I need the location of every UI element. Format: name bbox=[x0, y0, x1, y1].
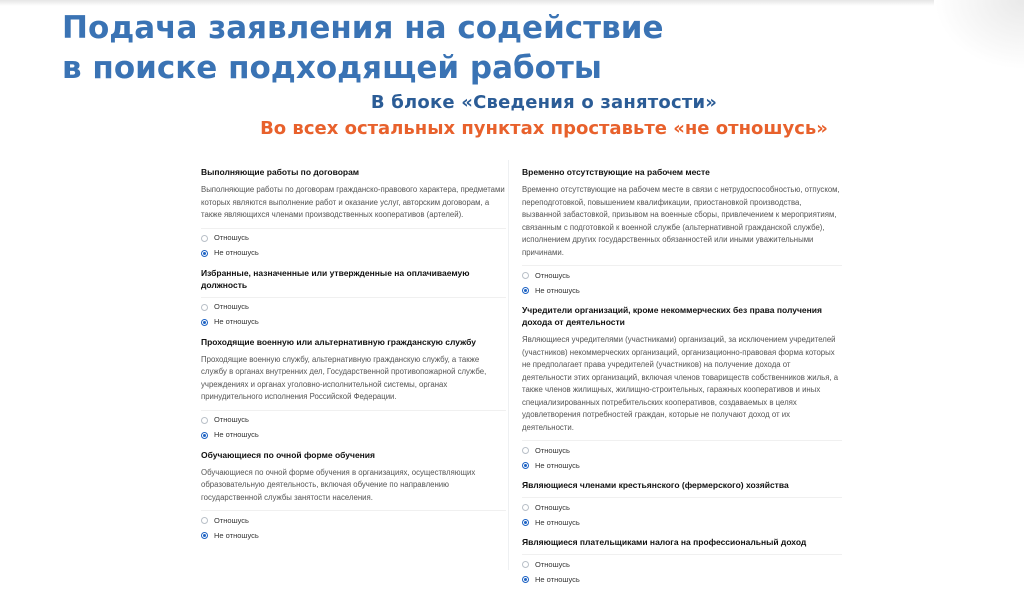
radio-option-label: Отношусь bbox=[535, 559, 570, 569]
subtitle-instruction: Во всех остальных пунктах проставьте «не отношусь» bbox=[260, 118, 828, 139]
radio-unchecked-icon[interactable] bbox=[522, 447, 529, 454]
question-description: Проходящие военную службу, альтернативную гражданскую службу, а также службу в органах внутренних дел, Государственной противопожарной службе, учреждениях и органах уголовно-исполнительной системы, органах принудительного исполнения Российской Федерации. bbox=[201, 354, 487, 401]
slide-title-line-1: Подача заявления на содействие bbox=[62, 10, 664, 46]
radio-option-label: Отношусь bbox=[535, 445, 570, 455]
radio-checked-icon[interactable] bbox=[201, 432, 208, 439]
radio-checked-icon[interactable] bbox=[522, 287, 529, 294]
radio-option-label: Не отношусь bbox=[214, 530, 259, 540]
radio-option-relates[interactable] bbox=[522, 268, 842, 283]
radio-option-relates[interactable] bbox=[201, 300, 506, 315]
radio-option-relates[interactable] bbox=[522, 557, 842, 572]
question-title: Обучающиеся по очной форме обучения bbox=[201, 449, 375, 460]
radio-unchecked-icon[interactable] bbox=[522, 504, 529, 511]
radio-option-relates[interactable] bbox=[201, 413, 506, 428]
radio-unchecked-icon[interactable] bbox=[201, 417, 208, 424]
question-title: Выполняющие работы по договорам bbox=[201, 167, 360, 177]
question-title: Учредители организаций, кроме некоммерческих без права получения дохода от деятельности bbox=[522, 305, 822, 327]
employment-form-screenshot bbox=[197, 160, 847, 584]
radio-option-relates[interactable] bbox=[522, 443, 842, 458]
slide-title-line-2: в поиске подходящей работы bbox=[62, 50, 602, 86]
radio-unchecked-icon[interactable] bbox=[201, 235, 208, 242]
question-separator bbox=[201, 228, 506, 229]
radio-option-label: Отношусь bbox=[535, 502, 570, 512]
radio-option-not-relates[interactable] bbox=[201, 528, 506, 543]
form-column-left bbox=[201, 160, 506, 547]
radio-option-not-relates[interactable] bbox=[522, 458, 842, 473]
radio-option-label: Не отношусь bbox=[535, 285, 580, 295]
subtitle-block-name: В блоке «Сведения о занятости» bbox=[370, 92, 718, 113]
radio-option-not-relates[interactable] bbox=[522, 515, 842, 530]
question-description: Являющиеся учредителями (участниками) организаций, за исключением учредителей (участников) некоммерческих организаций, организационно-правовая форма которых не предполагает права учредителей (участников) на получение дохода от деятельности этих организаций, включая членов товариществ собственников жилья, а также членов жилищных, жилищно-строительных, гаражных кооперативов и иных специализированных потребительских кооперативов, создаваемых в целях удовлетворения потребностей граждан, которые не получают доход от их деятельности. bbox=[522, 335, 839, 432]
radio-checked-icon[interactable] bbox=[522, 462, 529, 469]
question-title: Являющиеся членами крестьянского (фермерского) хозяйства bbox=[522, 480, 789, 490]
form-question bbox=[201, 166, 506, 261]
question-separator bbox=[522, 265, 842, 266]
radio-option-relates[interactable] bbox=[201, 231, 506, 246]
radio-option-label: Отношусь bbox=[535, 270, 570, 280]
question-separator bbox=[201, 410, 506, 411]
form-column-right bbox=[522, 160, 842, 591]
question-description: Обучающиеся по очной форме обучения в организациях, осуществляющих образовательную деятельность, включая обучение по направлению государственной службы занятости населения. bbox=[201, 467, 476, 502]
radio-option-label: Не отношусь bbox=[535, 460, 580, 470]
radio-option-label: Не отношусь bbox=[214, 430, 259, 439]
question-description: Выполняющие работы по договорам гражданско-правового характера, предметами которых являются выполнение работ и оказание услуг, авторским договорам, а также являющихся членами производственных кооперативов (артелей). bbox=[201, 185, 505, 219]
radio-option-label: Отношусь bbox=[214, 415, 249, 424]
form-question bbox=[201, 449, 506, 544]
radio-option-not-relates[interactable] bbox=[522, 283, 842, 298]
radio-option-label: Не отношусь bbox=[214, 248, 259, 257]
question-separator bbox=[201, 510, 506, 511]
question-description: Временно отсутствующие на рабочем месте в связи с нетрудоспособностью, отпуском, переподготовкой, повышением квалификации, приостановкой производства, вызванной забастовкой, призывом на военные сборы, привлечением к мероприятиям, связанным с подготовкой к военной службе (альтернативной гражданской службе), исполнением других государственных обязанностей или иными уважительными причинами. bbox=[522, 185, 840, 257]
radio-unchecked-icon[interactable] bbox=[201, 304, 208, 311]
radio-unchecked-icon[interactable] bbox=[522, 272, 529, 279]
radio-option-not-relates[interactable] bbox=[201, 246, 506, 261]
radio-checked-icon[interactable] bbox=[522, 519, 529, 526]
radio-option-not-relates[interactable] bbox=[201, 315, 506, 330]
radio-option-label: Отношусь bbox=[214, 302, 249, 311]
radio-option-not-relates[interactable] bbox=[522, 572, 842, 587]
top-shadow bbox=[0, 0, 1024, 6]
form-question bbox=[522, 166, 842, 298]
question-separator bbox=[522, 497, 842, 498]
radio-checked-icon[interactable] bbox=[201, 532, 208, 539]
radio-option-relates[interactable] bbox=[522, 500, 842, 515]
question-separator bbox=[201, 297, 506, 298]
radio-checked-icon[interactable] bbox=[522, 576, 529, 583]
radio-checked-icon[interactable] bbox=[201, 250, 208, 257]
radio-checked-icon[interactable] bbox=[201, 319, 208, 326]
question-title: Являющиеся плательщиками налога на профессиональный доход bbox=[522, 537, 807, 547]
radio-option-not-relates[interactable] bbox=[201, 428, 506, 443]
radio-option-label: Не отношусь bbox=[535, 517, 580, 527]
question-title: Временно отсутствующие на рабочем месте bbox=[522, 167, 710, 177]
question-title: Проходящие военную или альтернативную гражданскую службу bbox=[201, 336, 477, 347]
radio-option-relates[interactable] bbox=[201, 513, 506, 528]
radio-option-label: Отношусь bbox=[214, 515, 249, 525]
question-separator bbox=[522, 440, 842, 441]
radio-option-label: Не отношусь bbox=[535, 574, 580, 584]
radio-option-label: Отношусь bbox=[214, 233, 249, 242]
slide-title bbox=[62, 8, 962, 88]
radio-unchecked-icon[interactable] bbox=[522, 561, 529, 568]
radio-option-label: Не отношусь bbox=[214, 317, 259, 326]
form-question bbox=[522, 536, 842, 587]
question-title: Избранные, назначенные или утвержденные на оплачиваемую должность bbox=[201, 267, 470, 290]
question-separator bbox=[522, 554, 842, 555]
form-question bbox=[522, 304, 842, 473]
radio-unchecked-icon[interactable] bbox=[201, 517, 208, 524]
form-question bbox=[522, 479, 842, 530]
form-question bbox=[201, 267, 506, 330]
form-question bbox=[201, 336, 506, 443]
